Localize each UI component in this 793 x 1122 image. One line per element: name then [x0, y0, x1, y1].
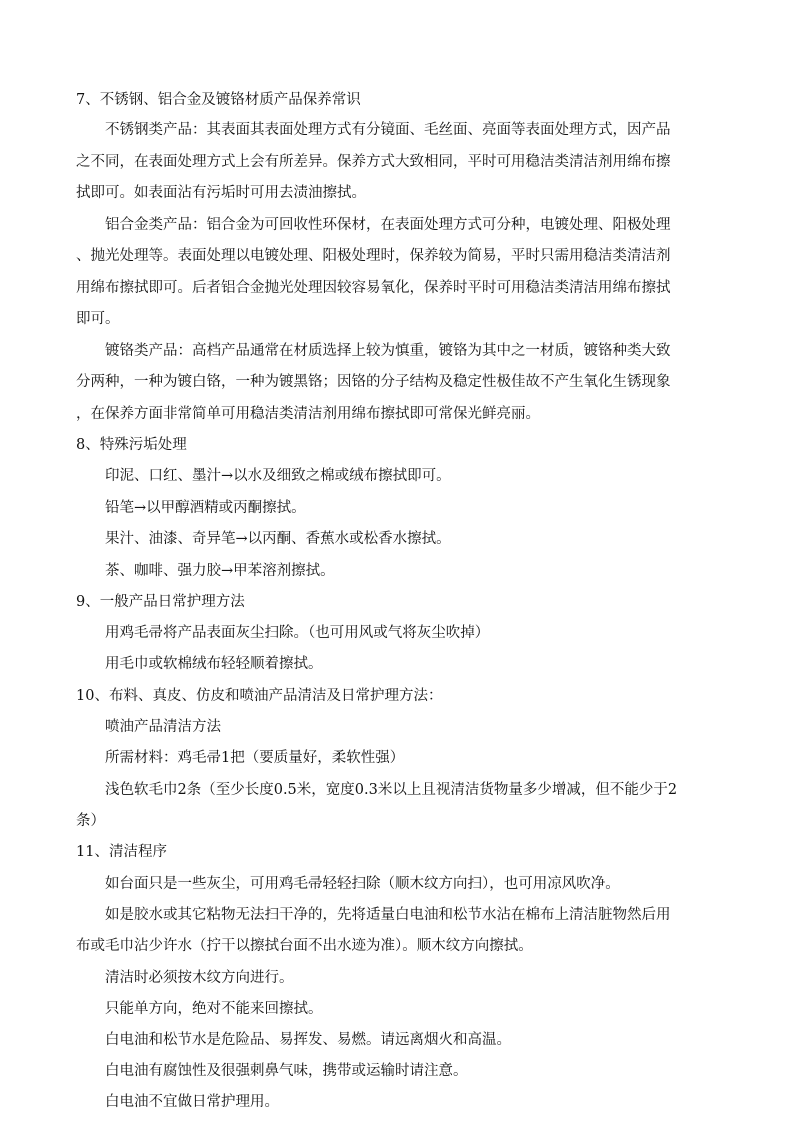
paragraph-line: 、抛光处理等。表面处理以电镀处理、阳极处理时，保养较为简易，平时只需用稳洁类清洁剂 — [76, 248, 671, 264]
paragraph-line: 分两种，一种为镀白铬，一种为镀黑铬；因铬的分子结构及稳定性极佳故不产生氧化生锈现象 — [76, 374, 671, 390]
list-item: 如台面只是一些灰尘，可用鸡毛帚轻轻扫除（顺木纹方向扫），也可用凉风吹净。 — [105, 876, 620, 892]
list-item: 用鸡毛帚将产品表面灰尘扫除。（也可用风或气将灰尘吹掉） — [105, 625, 490, 641]
list-item: 印泥、口红、墨汁→以水及细致之棉或绒布擦拭即可。 — [105, 468, 451, 484]
paragraph-line: 用绵布擦拭即可。后者铝合金抛光处理因较容易氧化，保养时平时可用稳洁类清洁用绵布擦拭 — [76, 280, 671, 296]
paragraph-line: 即可。 — [76, 311, 120, 327]
list-item: 用毛巾或软棉绒布轻轻顺着擦拭。 — [105, 656, 323, 672]
paragraph-line: 不锈钢类产品：其表面其表面处理方式有分镜面、毛丝面、亮面等表面处理方式，因产品 — [105, 122, 671, 138]
paragraph-line: 条） — [76, 813, 105, 829]
list-item: 清洁时必须按木纹方向进行。 — [105, 970, 294, 986]
section-heading-11: 11、清洁程序 — [76, 844, 167, 860]
paragraph-line: 如是胶水或其它粘物无法扫干净的，先将适量白电油和松节水沾在棉布上清洁脏物然后用 — [105, 907, 671, 923]
list-item: 只能单方向，绝对不能来回擦拭。 — [105, 1001, 323, 1017]
list-item: 茶、咖啡、强力胶→甲苯溶剂擦拭。 — [105, 563, 335, 579]
list-item: 白电油有腐蚀性及很强刺鼻气味，携带或运输时请注意。 — [105, 1063, 468, 1079]
paragraph-line: 铝合金类产品：铝合金为可回收性环保材，在表面处理方式可分种，电镀处理、阳极处理 — [105, 217, 671, 233]
paragraph-line: 拭即可。如表面沾有污垢时可用去渍油擦拭。 — [76, 185, 366, 201]
list-item: 所需材料：鸡毛帚1把（要质量好，柔软性强） — [105, 750, 405, 766]
section-heading-7: 7、不锈钢、铝合金及镀铬材质产品保养常识 — [76, 92, 361, 108]
section-heading-10: 10、布料、真皮、仿皮和喷油产品清洁及日常护理方法： — [76, 688, 443, 704]
list-item: 果汁、油漆、奇异笔→以丙酮、香蕉水或松香水擦拭。 — [105, 531, 451, 547]
list-item: 白电油不宜做日常护理用。 — [105, 1094, 279, 1110]
section-heading-9: 9、一般产品日常护理方法 — [76, 594, 245, 610]
list-item: 白电油和松节水是危险品、易挥发、易燃。请远离烟火和高温。 — [105, 1032, 511, 1048]
list-item: 喷油产品清洁方法 — [105, 719, 221, 735]
paragraph-line: 之不同，在表面处理方式上会有所差异。保养方式大致相同，平时可用稳洁类清洁剂用绵布擦 — [76, 154, 671, 170]
section-heading-8: 8、特殊污垢处理 — [76, 437, 187, 453]
paragraph-line: 浅色软毛巾2条（至少长度0.5米，宽度0.3米以上且视清洁货物量多少增减，但不能少于2 — [105, 782, 678, 798]
paragraph-line: 镀铬类产品：高档产品通常在材质选择上较为慎重，镀铬为其中之一材质，镀铬种类大致 — [105, 343, 671, 359]
list-item: 铅笔→以甲醇酒精或丙酮擦拭。 — [105, 500, 306, 516]
paragraph-line: 布或毛巾沾少许水（拧干以擦拭台面不出水迹为准）。顺木纹方向擦拭。 — [76, 938, 533, 954]
paragraph-line: ，在保养方面非常简单可用稳洁类清洁剂用绵布擦拭即可常保光鲜亮丽。 — [76, 406, 540, 422]
